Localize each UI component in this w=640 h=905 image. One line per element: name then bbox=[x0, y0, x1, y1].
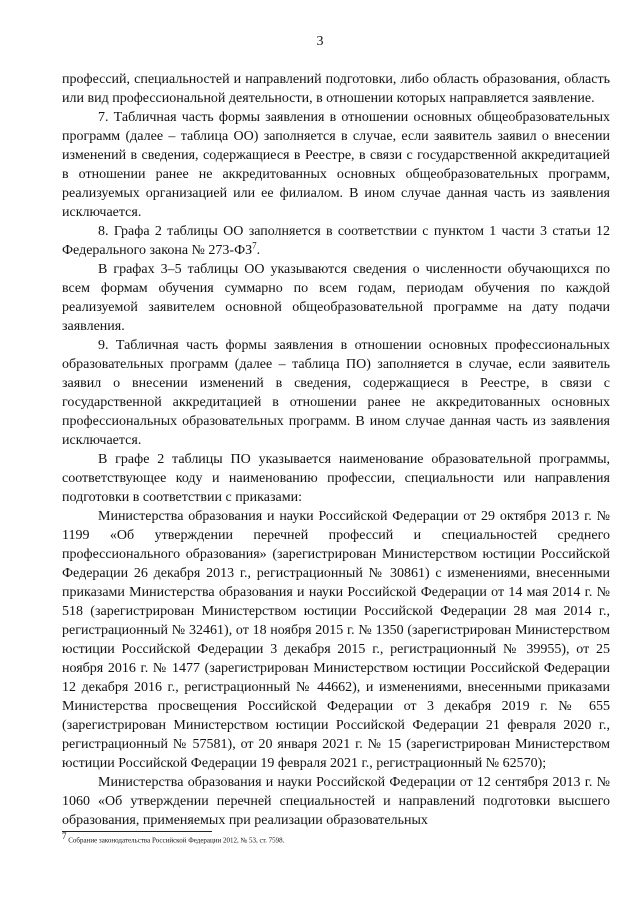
paragraph-po-column-2: В графе 2 таблицы ПО указывается наименование образовательной программы, соответствующее коду и наименованию профессии, специальности или направления подготовки в соответствии с приказами: bbox=[62, 452, 610, 505]
paragraph-order-1199: Министерства образования и науки Российской Федерации от 29 октября 2013 г. № 1199 «Об утверждении перечней профессий и специальностей среднего профессионального образования» (зарегистрирован Министерством юстиции Российской Федерации 26 декабря 2013 г., регистрационный № 30861) с изменениями, внесенными приказами Министерства образования и науки Российской Федерации от 14 мая 2014 г. № 518 (зарегистрирован Министерством юстиции Российской Федерации 28 мая 2014 г., регистрационный № 32461), от 18 ноября 2015 г. № 1350 (зарегистрирован Министерством юстиции Российской Федерации 3 декабря 2015 г., регистрационный № 39955), от 25 ноября 2016 г. № 1477 (зарегистрирован Министерством юстиции Российской Федерации 12 декабря 2016 г., регистрационный № 44662), и изменениями, внесенными приказами Министерства просвещения Российской Федерации от 3 декабря 2019 г. № 655 (зарегистрирован Министерством юстиции Российской Федерации 21 февраля 2020 г., регистрационный № 57581), от 20 января 2021 г. № 15 (зарегистрирован Министерством юстиции Российской Федерации 19 февраля 2021 г., регистрационный № 62570); bbox=[62, 509, 610, 771]
paragraph-item-9: 9. Табличная часть формы заявления в отношении основных профессиональных образовательных программ (далее – таблица ПО) заполняется в случае, если заявитель заявил о внесении изменений в сведения, содержащиеся в Реестре, в связи с государственной аккредитацией в отношении ранее не аккредитованных основных профессиональных образовательных программ. В ином случае данная часть из заявления исключается. bbox=[62, 338, 610, 448]
paragraph-oo-columns: В графах 3–5 таблицы ОО указываются сведения о численности обучающихся по всем формам обучения суммарно по всем годам, периодам обучения по каждой реализуемой заявителем основной общеобразовательной программе на дату подачи заявления. bbox=[62, 262, 610, 334]
page-number: 3 bbox=[316, 34, 324, 49]
footnote-marker: 7 bbox=[62, 831, 67, 841]
footnote-reference: 7 bbox=[252, 240, 257, 251]
footnote-text: Собрание законодательства Российской Федерации 2012, № 53, ст. 7598. bbox=[66, 836, 285, 845]
paragraph-item-8-tail: . bbox=[256, 243, 261, 258]
paragraph-order-1060: Министерства образования и науки Российской Федерации от 12 сентября 2013 г. № 1060 «Об утверждении перечней специальностей и направлений подготовки высшего образования, применяемых при реализации образовательных bbox=[62, 775, 610, 828]
paragraph-item-7: 7. Табличная часть формы заявления в отношении основных общеобразовательных программ (далее – таблица ОО) заполняется в случае, если заявитель заявил о внесении изменений в сведения, содержащиеся в Реестре, в связи с государственной аккредитацией в отношении ранее не аккредитованных основных общеобразовательных программ, реализуемых организацией или ее филиалом. В ином случае данная часть из заявления исключается. bbox=[62, 110, 610, 220]
footnote-divider bbox=[62, 831, 212, 832]
paragraph-continuation: профессий, специальностей и направлений подготовки, либо область образования, область или вид профессиональной деятельности, в отношении которых направляется заявление. bbox=[62, 72, 610, 106]
footnote bbox=[62, 831, 610, 845]
paragraph-item-8-text: 8. Графа 2 таблицы ОО заполняется в соответствии с пунктом 1 части 3 статьи 12 Федерального закона № 273-ФЗ bbox=[62, 224, 610, 258]
paragraph-item-8 bbox=[62, 222, 610, 260]
body-text bbox=[62, 70, 610, 830]
